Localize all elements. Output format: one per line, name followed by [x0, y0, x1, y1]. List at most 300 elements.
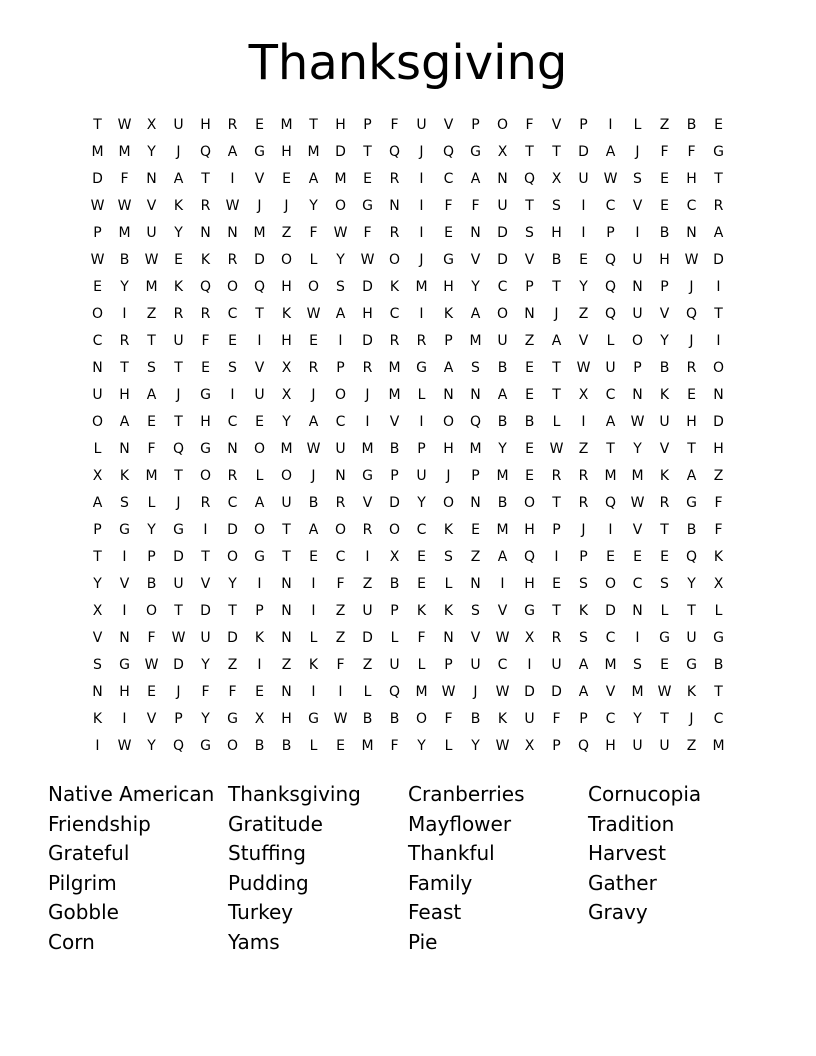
grid-letter: Y [633, 441, 642, 457]
grid-letter: C [389, 306, 400, 322]
grid-letter: E [147, 684, 156, 700]
grid-letter: E [255, 684, 264, 700]
grid-letter: E [336, 738, 345, 754]
grid-letter: G [254, 549, 265, 565]
grid-letter: V [578, 333, 589, 349]
grid-letter: I [527, 657, 532, 673]
word-list-item: Turkey [228, 900, 294, 925]
grid-letter: V [146, 711, 157, 727]
grid-letter: N [470, 225, 481, 241]
grid-row [84, 598, 732, 625]
letter-grid [84, 112, 732, 760]
grid-letter: D [254, 252, 265, 268]
word-column [48, 780, 228, 958]
grid-letter: K [173, 279, 184, 295]
grid-letter: L [606, 333, 615, 349]
grid-letter: U [281, 495, 292, 511]
grid-letter: N [92, 684, 103, 700]
grid-letter: U [659, 414, 670, 430]
grid-letter: B [281, 738, 292, 754]
grid-letter: N [92, 360, 103, 376]
grid-row [84, 409, 732, 436]
grid-letter: P [390, 468, 399, 484]
grid-letter: F [687, 144, 696, 160]
grid-letter: P [93, 225, 102, 241]
grid-letter: T [174, 468, 183, 484]
grid-letter: F [660, 144, 669, 160]
grid-letter: V [92, 630, 103, 646]
grid-letter: W [630, 495, 645, 511]
grid-letter: K [92, 711, 103, 727]
grid-letter: R [362, 522, 373, 538]
grid-letter: I [338, 684, 343, 700]
grid-letter: I [122, 603, 127, 619]
grid-letter: Z [146, 306, 157, 322]
grid-letter: M [631, 684, 644, 700]
grid-letter: E [525, 387, 534, 403]
grid-letter: F [336, 576, 345, 592]
grid-letter: I [419, 198, 424, 214]
grid-letter: Q [388, 144, 401, 160]
grid-letter: U [92, 387, 103, 403]
grid-letter: Q [577, 738, 590, 754]
grid-letter: Q [604, 279, 617, 295]
grid-letter: B [551, 252, 562, 268]
grid-letter: J [446, 468, 451, 484]
grid-letter: N [335, 468, 346, 484]
grid-letter: K [443, 306, 454, 322]
grid-letter: Q [199, 144, 212, 160]
grid-letter: N [200, 225, 211, 241]
grid-letter: E [660, 549, 669, 565]
grid-letter: Q [685, 549, 698, 565]
grid-letter: I [122, 549, 127, 565]
grid-letter: I [716, 333, 721, 349]
grid-letter: X [92, 468, 103, 484]
grid-letter: B [686, 522, 697, 538]
grid-letter: N [524, 306, 535, 322]
grid-letter: B [362, 711, 373, 727]
grid-letter: I [554, 549, 559, 565]
grid-letter: J [176, 387, 181, 403]
grid-row [84, 571, 732, 598]
grid-letter: G [362, 468, 373, 484]
grid-letter: P [660, 279, 669, 295]
grid-letter: L [309, 252, 318, 268]
grid-letter: C [713, 711, 724, 727]
grid-letter: S [147, 360, 156, 376]
grid-letter: X [389, 549, 400, 565]
grid-letter: T [282, 522, 291, 538]
grid-letter: B [659, 225, 670, 241]
grid-letter: A [578, 657, 589, 673]
grid-letter: W [306, 306, 321, 322]
grid-letter: U [632, 252, 643, 268]
grid-letter: D [227, 630, 238, 646]
grid-letter: D [200, 603, 211, 619]
grid-letter: H [713, 441, 724, 457]
grid-letter: J [635, 144, 640, 160]
grid-letter: W [684, 252, 699, 268]
grid-letter: C [227, 495, 238, 511]
grid-letter: I [608, 117, 613, 133]
grid-letter: Y [201, 711, 210, 727]
grid-letter: Q [523, 549, 536, 565]
grid-letter: E [579, 252, 588, 268]
grid-letter: P [579, 549, 588, 565]
grid-letter: O [226, 738, 239, 754]
grid-letter: R [227, 117, 238, 133]
grid-letter: M [361, 441, 374, 457]
grid-letter: Y [660, 333, 669, 349]
grid-letter: J [689, 711, 694, 727]
grid-letter: S [552, 198, 561, 214]
grid-letter: Z [524, 333, 535, 349]
grid-letter: A [497, 387, 508, 403]
grid-letter: C [92, 333, 103, 349]
grid-letter: Q [604, 252, 617, 268]
grid-letter: O [415, 711, 428, 727]
grid-letter: E [525, 360, 534, 376]
grid-letter: U [173, 333, 184, 349]
grid-letter: V [659, 441, 670, 457]
grid-letter: E [552, 576, 561, 592]
grid-letter: T [552, 495, 561, 511]
grid-letter: C [416, 522, 427, 538]
grid-letter: H [281, 711, 292, 727]
grid-letter: P [417, 441, 426, 457]
grid-letter: Z [686, 738, 697, 754]
grid-letter: U [659, 738, 670, 754]
grid-letter: T [552, 144, 561, 160]
grid-letter: O [226, 279, 239, 295]
grid-letter: V [470, 630, 481, 646]
grid-letter: Q [172, 441, 185, 457]
grid-letter: I [311, 603, 316, 619]
grid-letter: L [552, 414, 561, 430]
grid-letter: E [147, 414, 156, 430]
grid-letter: S [633, 171, 642, 187]
grid-letter: U [146, 225, 157, 241]
grid-letter: H [551, 225, 562, 241]
grid-letter: Y [471, 279, 480, 295]
grid-letter: Z [335, 603, 346, 619]
grid-letter: H [443, 441, 454, 457]
grid-letter: H [200, 117, 211, 133]
grid-letter: V [632, 522, 643, 538]
grid-letter: F [147, 630, 156, 646]
grid-letter: Y [147, 522, 156, 538]
grid-letter: N [713, 387, 724, 403]
grid-letter: N [497, 171, 508, 187]
grid-letter: V [659, 306, 670, 322]
grid-letter: I [608, 522, 613, 538]
grid-letter: O [280, 252, 293, 268]
grid-letter: R [200, 306, 211, 322]
grid-letter: E [660, 198, 669, 214]
grid-row [84, 436, 732, 463]
grid-letter: A [443, 360, 454, 376]
grid-letter: D [335, 144, 346, 160]
grid-letter: T [282, 549, 291, 565]
word-list-item: Yams [228, 929, 280, 954]
grid-letter: U [551, 657, 562, 673]
grid-letter: O [604, 576, 617, 592]
grid-letter: B [146, 576, 157, 592]
grid-letter: V [200, 576, 211, 592]
grid-letter: I [230, 387, 235, 403]
grid-row [84, 139, 732, 166]
grid-letter: Z [362, 576, 373, 592]
grid-letter: P [525, 279, 534, 295]
grid-letter: P [579, 117, 588, 133]
grid-letter: M [496, 522, 509, 538]
grid-letter: U [497, 333, 508, 349]
grid-letter: Y [471, 738, 480, 754]
grid-letter: F [471, 198, 480, 214]
grid-letter: O [712, 360, 725, 376]
grid-letter: I [311, 576, 316, 592]
grid-letter: A [308, 414, 319, 430]
grid-row [84, 166, 732, 193]
grid-letter: I [419, 225, 424, 241]
grid-letter: Z [281, 657, 292, 673]
grid-letter: R [578, 495, 589, 511]
grid-letter: H [605, 738, 616, 754]
grid-letter: S [228, 360, 237, 376]
grid-letter: R [551, 630, 562, 646]
grid-letter: N [281, 576, 292, 592]
word-list-item: Tradition [588, 811, 675, 836]
grid-letter: X [92, 603, 103, 619]
grid-letter: I [230, 171, 235, 187]
grid-row [84, 544, 732, 571]
grid-letter: O [280, 468, 293, 484]
grid-letter: W [441, 684, 456, 700]
grid-letter: D [578, 144, 589, 160]
grid-letter: O [496, 306, 509, 322]
grid-letter: I [581, 414, 586, 430]
grid-letter: A [551, 333, 562, 349]
grid-letter: O [226, 549, 239, 565]
grid-letter: P [444, 333, 453, 349]
grid-letter: I [257, 576, 262, 592]
grid-letter: E [714, 117, 723, 133]
grid-letter: R [335, 495, 346, 511]
grid-row [84, 517, 732, 544]
grid-letter: O [253, 522, 266, 538]
grid-letter: E [309, 333, 318, 349]
grid-letter: U [335, 441, 346, 457]
grid-letter: O [442, 414, 455, 430]
grid-letter: P [552, 738, 561, 754]
word-list-item: Pudding [228, 870, 309, 895]
grid-letter: L [147, 495, 156, 511]
grid-letter: B [389, 711, 400, 727]
grid-letter: I [581, 225, 586, 241]
grid-letter: S [120, 495, 129, 511]
grid-letter: I [635, 225, 640, 241]
grid-letter: J [554, 306, 559, 322]
grid-letter: W [495, 630, 510, 646]
grid-letter: F [201, 684, 210, 700]
grid-letter: L [714, 603, 723, 619]
grid-letter: A [146, 387, 157, 403]
word-list-item: Thanksgiving [228, 782, 361, 806]
grid-letter: I [365, 549, 370, 565]
grid-letter: P [606, 225, 615, 241]
grid-letter: F [390, 117, 399, 133]
grid-letter: F [444, 198, 453, 214]
word-column [228, 780, 408, 958]
word-list-item: Gratitude [228, 811, 323, 836]
grid-letter: T [255, 306, 264, 322]
grid-letter: S [660, 576, 669, 592]
grid-letter: D [713, 414, 724, 430]
grid-letter: M [604, 657, 617, 673]
grid-row [84, 652, 732, 679]
grid-letter: Y [147, 738, 156, 754]
grid-letter: N [119, 630, 130, 646]
grid-letter: P [363, 117, 372, 133]
grid-letter: E [525, 468, 534, 484]
grid-letter: B [119, 252, 130, 268]
grid-letter: W [171, 630, 186, 646]
grid-letter: A [92, 495, 103, 511]
grid-letter: Y [687, 576, 696, 592]
grid-letter: P [633, 360, 642, 376]
grid-letter: B [254, 738, 265, 754]
grid-letter: T [93, 117, 102, 133]
grid-letter: P [93, 522, 102, 538]
grid-letter: W [117, 117, 132, 133]
grid-letter: E [309, 549, 318, 565]
grid-letter: U [632, 738, 643, 754]
grid-letter: M [253, 225, 266, 241]
grid-letter: B [713, 657, 724, 673]
grid-letter: M [91, 144, 104, 160]
grid-letter: G [227, 711, 238, 727]
grid-letter: I [311, 684, 316, 700]
word-list-item: Mayflower [408, 811, 512, 836]
grid-letter: I [338, 333, 343, 349]
grid-letter: M [118, 144, 131, 160]
grid-letter: N [632, 279, 643, 295]
word-list-item: Pie [408, 929, 438, 954]
grid-letter: Y [201, 657, 210, 673]
grid-letter: Y [309, 198, 318, 214]
grid-letter: O [199, 468, 212, 484]
word-list-item: Gather [588, 870, 657, 895]
grid-letter: O [91, 306, 104, 322]
grid-letter: O [388, 522, 401, 538]
grid-letter: A [335, 306, 346, 322]
grid-letter: W [603, 171, 618, 187]
grid-row [84, 193, 732, 220]
grid-letter: O [388, 252, 401, 268]
grid-letter: V [551, 117, 562, 133]
grid-letter: V [497, 603, 508, 619]
grid-letter: S [471, 360, 480, 376]
grid-letter: D [173, 657, 184, 673]
grid-letter: C [335, 549, 346, 565]
grid-letter: Y [282, 414, 291, 430]
grid-letter: V [470, 252, 481, 268]
grid-letter: Q [388, 684, 401, 700]
grid-letter: M [145, 279, 158, 295]
grid-letter: I [257, 333, 262, 349]
grid-letter: T [201, 171, 210, 187]
grid-letter: Z [281, 225, 292, 241]
grid-letter: E [282, 171, 291, 187]
grid-letter: E [255, 414, 264, 430]
grid-letter: V [146, 198, 157, 214]
grid-letter: C [632, 576, 643, 592]
grid-letter: H [524, 522, 535, 538]
grid-letter: P [471, 117, 480, 133]
grid-letter: J [581, 522, 586, 538]
grid-letter: R [308, 360, 319, 376]
grid-letter: E [255, 117, 264, 133]
grid-letter: M [415, 684, 428, 700]
grid-letter: L [633, 117, 642, 133]
grid-letter: T [309, 117, 318, 133]
grid-letter: F [201, 333, 210, 349]
word-list-item: Gobble [48, 900, 119, 925]
grid-letter: K [686, 684, 697, 700]
grid-letter: A [497, 549, 508, 565]
grid-letter: D [551, 684, 562, 700]
grid-letter: P [147, 549, 156, 565]
grid-letter: D [713, 252, 724, 268]
grid-letter: C [605, 711, 616, 727]
grid-letter: F [714, 522, 723, 538]
grid-letter: K [200, 252, 211, 268]
grid-letter: O [631, 333, 644, 349]
grid-letter: R [416, 333, 427, 349]
grid-letter: X [254, 711, 265, 727]
grid-letter: S [579, 630, 588, 646]
grid-letter: R [389, 333, 400, 349]
word-list-item: Native American [48, 782, 215, 806]
grid-letter: G [713, 144, 724, 160]
grid-row [84, 679, 732, 706]
grid-letter: K [389, 279, 400, 295]
grid-letter: F [444, 711, 453, 727]
grid-letter: N [470, 495, 481, 511]
grid-letter: J [689, 279, 694, 295]
page-title: Thanksgiving [248, 35, 568, 91]
grid-letter: T [552, 360, 561, 376]
grid-letter: V [119, 576, 130, 592]
grid-row [84, 382, 732, 409]
grid-letter: E [633, 549, 642, 565]
grid-letter: D [605, 603, 616, 619]
grid-letter: W [576, 360, 591, 376]
grid-letter: U [362, 603, 373, 619]
grid-letter: M [469, 333, 482, 349]
grid-letter: N [227, 225, 238, 241]
grid-letter: M [334, 171, 347, 187]
grid-letter: D [497, 225, 508, 241]
grid-letter: H [335, 117, 346, 133]
grid-letter: G [443, 252, 454, 268]
grid-letter: P [444, 657, 453, 673]
grid-letter: J [311, 468, 316, 484]
grid-letter: K [659, 387, 670, 403]
grid-letter: Y [147, 144, 156, 160]
grid-letter: E [471, 522, 480, 538]
